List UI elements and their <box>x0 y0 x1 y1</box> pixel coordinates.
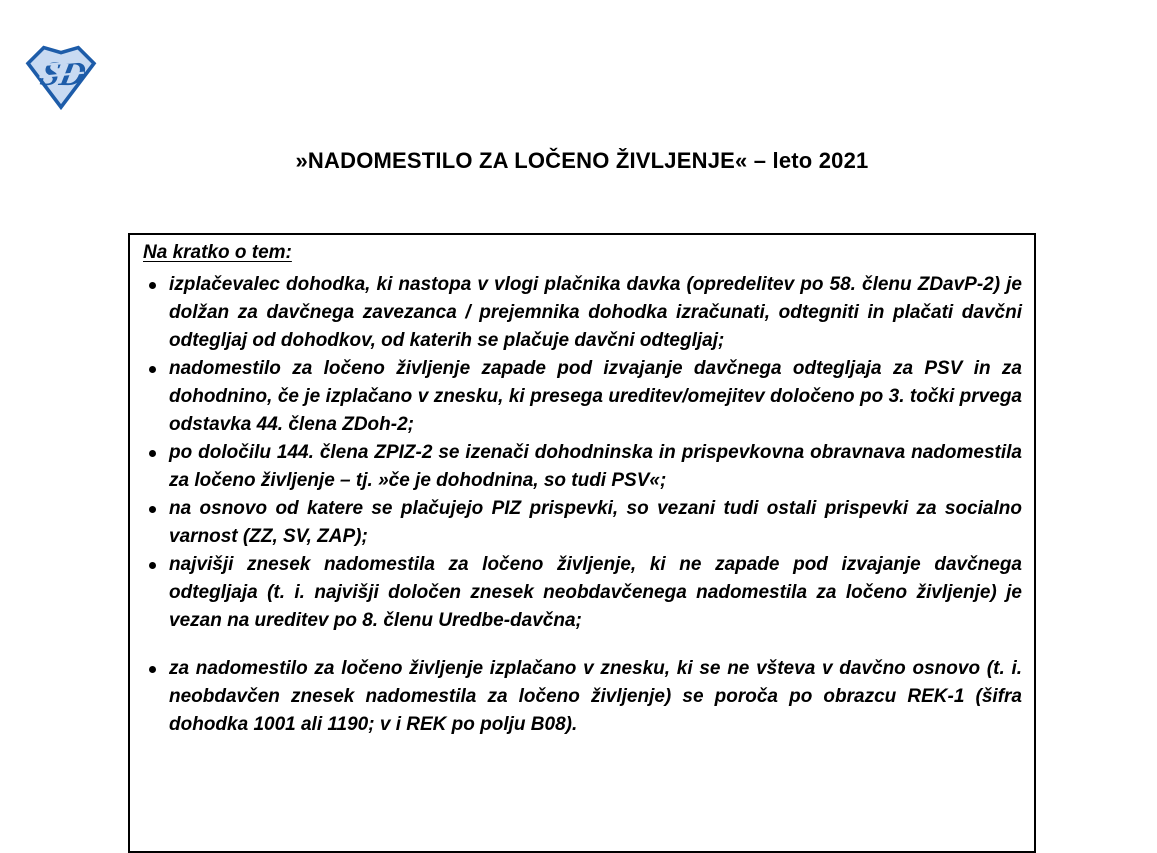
logo-letters: SD <box>37 54 90 93</box>
bullet-tax-withholding-threshold: nadomestilo za ločeno življenje zapade pod izvajanje davčnega odtegljaja za PSV in za dohodnino, če je izplačano v znesku, ki presega ureditev/omejitev določeno po 3. točki prvega odstavka 44. člena ZDoh-2; <box>169 355 1022 439</box>
bullet-max-untaxed-amount: najvišji znesek nadomestila za ločeno življenje, ki ne zapade pod izvajanje davčnega odtegljaja (t. i. najvišji določen znesek neobdavčenega nadomestila za ločeno življenje) je vezan na ureditev po 8. členu Uredbe-davčna; <box>169 551 1022 635</box>
summary-box <box>128 233 1036 853</box>
sd-logo-graphic <box>24 44 98 110</box>
bullet-rek-reporting: za nadomestilo za ločeno življenje izplačano v znesku, ki se ne všteva v davčno osnovo (t. i. neobdavčen znesek nadomestila za ločeno življenje) se poroča po obrazcu REK-1 (šifra dohodka 1001 ali 1190; v i REK po polju B08). <box>169 655 1022 739</box>
summary-bullet-list <box>143 271 1022 739</box>
page-title: »NADOMESTILO ZA LOČENO ŽIVLJENJE« – leto 2021 <box>295 148 869 173</box>
summary-heading: Na kratko o tem: <box>143 242 292 263</box>
sd-logo <box>24 44 98 110</box>
bullet-social-contributions: na osnovo od katere se plačujejo PIZ prispevki, so vezani tudi ostali prispevki za socialno varnost (ZZ, SV, ZAP); <box>169 495 1022 551</box>
bullet-withholding-agent: izplačevalec dohodka, ki nastopa v vlogi plačnika davka (opredelitev po 58. členu ZDavP-2) je dolžan za davčnega zavezanca / prejemnika dohodka izračunati, odtegniti in plačati davčni odtegljaj od dohodkov, od katerih se plačuje davčni odtegljaj; <box>169 271 1022 355</box>
bullet-zpiz-equalization: po določilu 144. člena ZPIZ-2 se izenači dohodninska in prispevkovna obravnava nadomestila za ločeno življenje – tj. »če je dohodnina, so tudi PSV«; <box>169 439 1022 495</box>
